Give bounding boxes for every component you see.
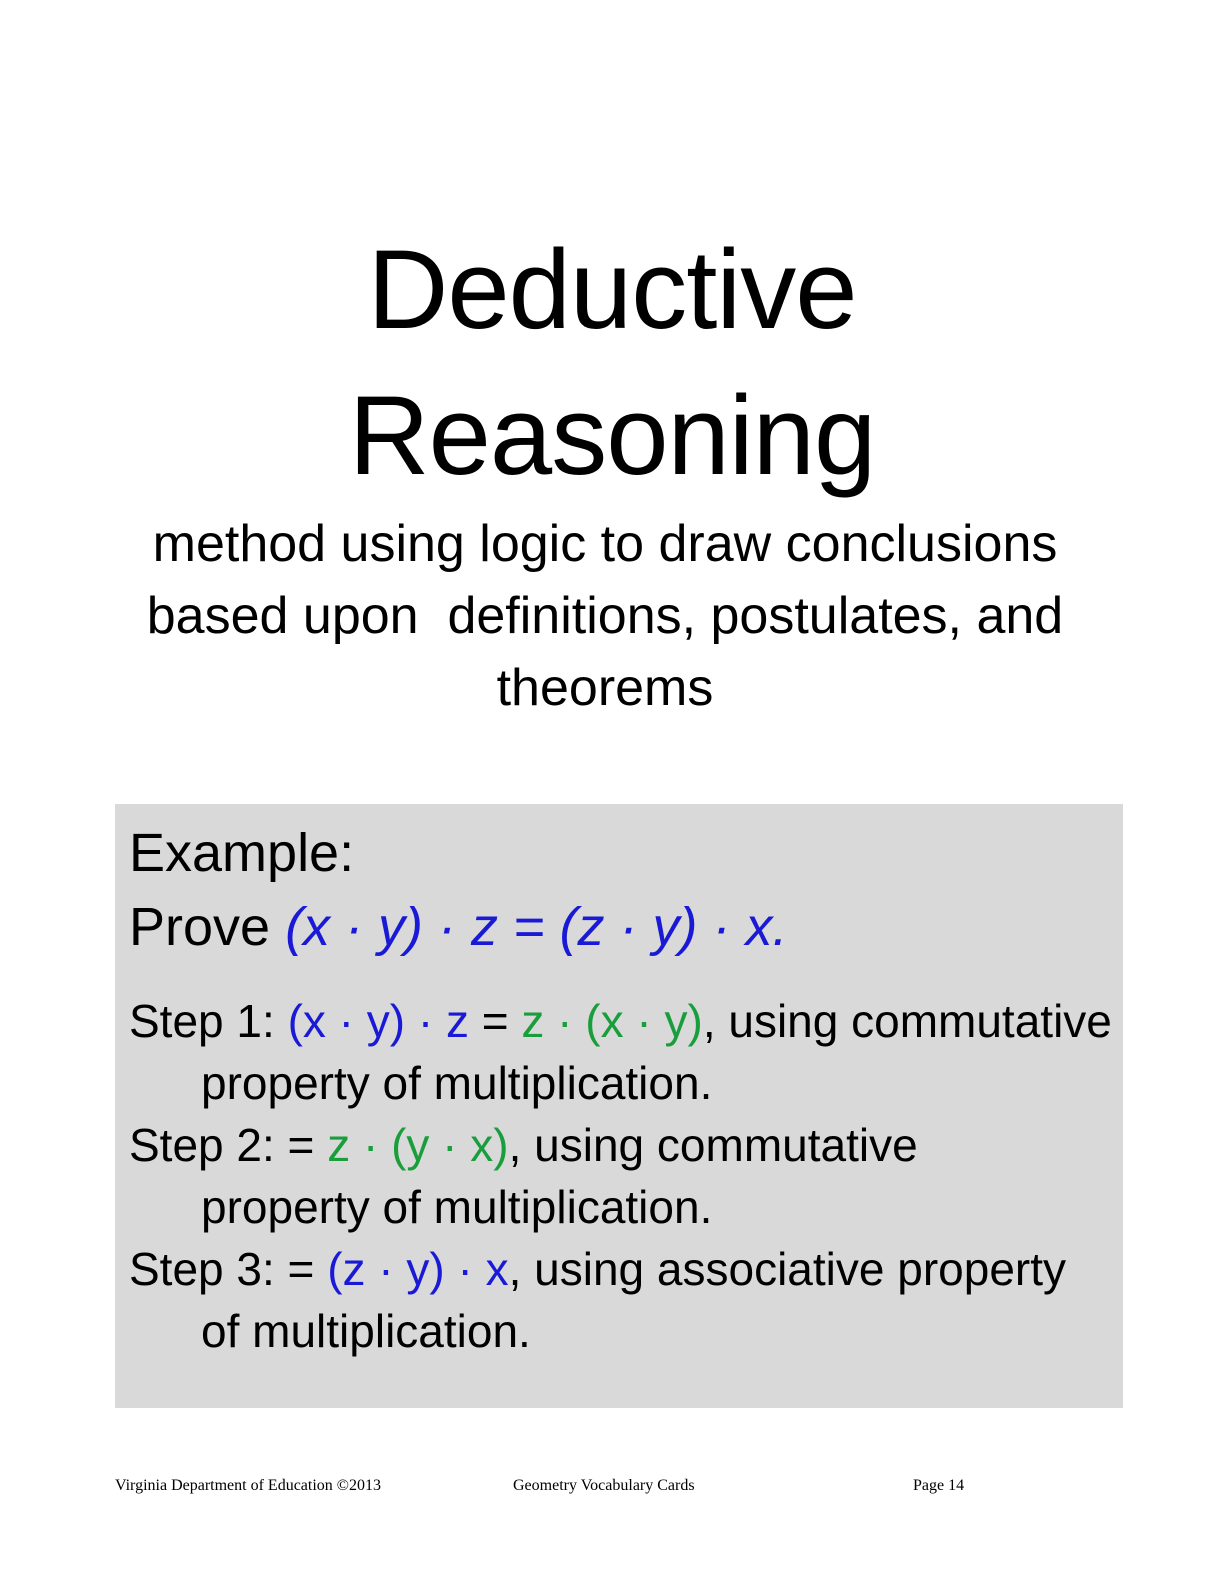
example-box <box>115 804 1123 1408</box>
step-3-expression: (z · y) · x <box>327 1243 509 1295</box>
step-1-equals: = <box>468 995 522 1047</box>
step-2-expression: z · (y · x) <box>327 1119 509 1171</box>
footer-page-number: Page 14 <box>913 1477 965 1494</box>
definition-line-1: method using logic to draw conclusions <box>152 515 1058 573</box>
definition-line-2: based upon definitions, postulates, and <box>146 587 1064 645</box>
step-1-prefix: Step 1: <box>129 995 288 1047</box>
prove-word: Prove <box>129 897 286 957</box>
footer-copyright: Virginia Department of Education ©2013 <box>115 1477 381 1494</box>
step-3-continuation: of multiplication. <box>201 1305 531 1357</box>
footer-document-title: Geometry Vocabulary Cards <box>513 1477 695 1494</box>
step-1 <box>129 990 1112 1052</box>
step-1-lhs: (x · y) · z <box>287 995 469 1047</box>
example-label: Example: <box>129 823 355 883</box>
step-2 <box>129 1114 918 1176</box>
step-2-suffix: , using commutative <box>508 1119 918 1171</box>
page-title <box>0 217 1224 509</box>
title-line-1: Deductive <box>367 227 857 353</box>
step-2-prefix: Step 2: = <box>129 1119 328 1171</box>
step-1-suffix: , using commutative <box>702 995 1112 1047</box>
title-line-2: Reasoning <box>348 373 876 499</box>
prove-statement <box>129 892 788 962</box>
definition-line-3: theorems <box>496 659 714 717</box>
definition-text <box>60 508 1150 724</box>
prove-expression: (x · y) · z = (z · y) · x. <box>285 897 788 957</box>
step-3-prefix: Step 3: = <box>129 1243 328 1295</box>
step-3-suffix: , using associative property <box>508 1243 1066 1295</box>
step-1-rhs: z · (x · y) <box>521 995 703 1047</box>
step-3 <box>129 1238 1066 1300</box>
step-2-continuation: property of multiplication. <box>201 1181 713 1233</box>
step-1-continuation: property of multiplication. <box>201 1057 713 1109</box>
